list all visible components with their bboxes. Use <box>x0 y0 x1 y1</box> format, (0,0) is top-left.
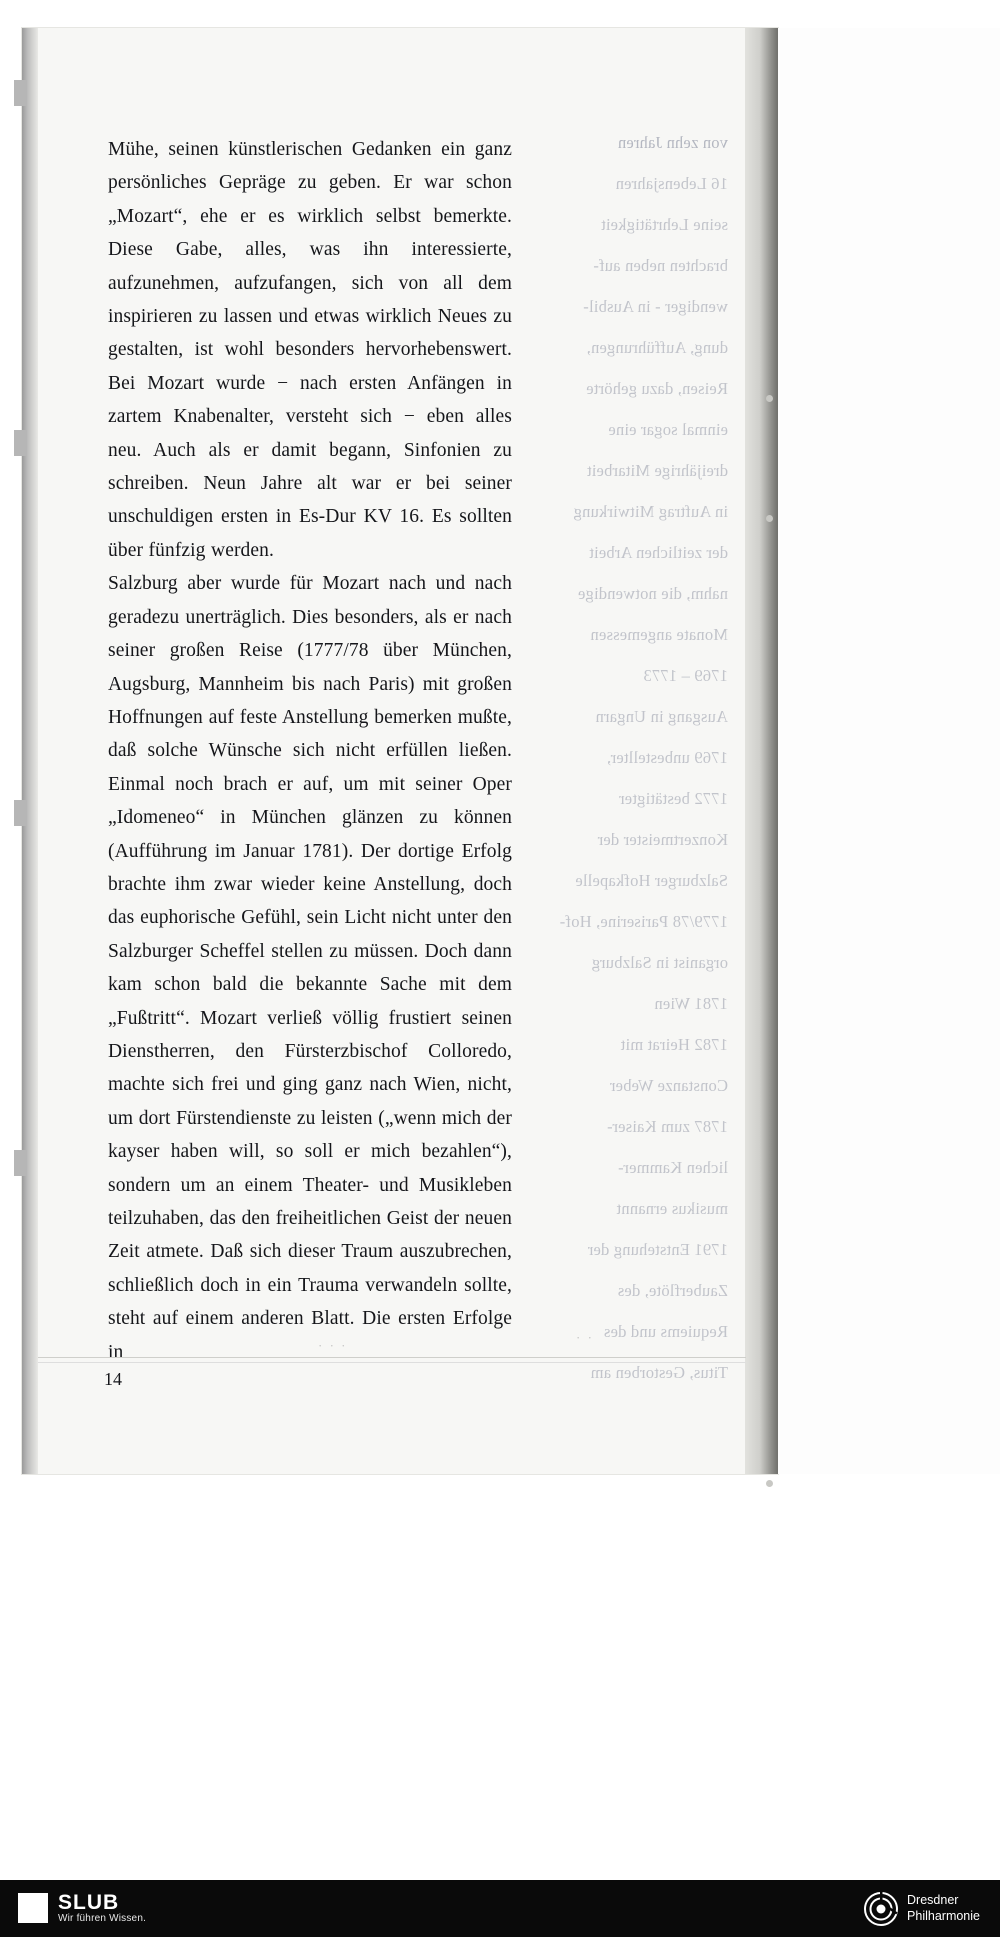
show-through-line: Monate angemessen <box>590 625 728 644</box>
sponsor-branding[interactable] <box>864 1892 980 1926</box>
show-through-line: Ausgang in Ungarn <box>595 707 728 726</box>
show-through-line: lichen Kammer- <box>617 1158 728 1177</box>
show-through-line: brachten neben auf- <box>593 256 728 275</box>
show-through-line: einmal sogar eine <box>608 420 728 439</box>
scan-right-margin <box>778 28 1000 1474</box>
show-through-line: 1769 unbestellter, <box>606 748 728 767</box>
show-through-line: 1779/78 Pariserine, Hof- <box>559 912 728 931</box>
viewer-bottom-bar <box>0 1880 1000 1937</box>
slub-square-logo-icon <box>18 1893 48 1923</box>
spine-mark <box>14 800 26 826</box>
spine-mark <box>14 430 26 456</box>
sponsor-name-line2: Philharmonie <box>907 1908 980 1923</box>
show-through-line: 16 Lebensjahren <box>615 174 728 193</box>
show-through-line: von zehn Jahren <box>617 133 728 152</box>
show-through-line: nahm, die notwendige <box>577 584 728 603</box>
book-spine-shadow <box>22 28 38 1474</box>
library-branding[interactable] <box>18 1892 146 1925</box>
scan-left-margin <box>0 0 22 1880</box>
page-smudge: · · · <box>318 1338 348 1353</box>
show-through-line: 1782 Heirat mit <box>620 1035 728 1054</box>
show-through-line: Salzburger Hofkapelle <box>575 871 728 890</box>
show-through-line: Requiems und des <box>603 1322 728 1341</box>
page-gutter <box>745 28 778 1474</box>
page-edge-mark <box>766 1480 773 1487</box>
page-smudge: · · <box>576 1330 594 1345</box>
show-through-line: 1791 Entstehung der <box>587 1240 728 1259</box>
show-through-line: dreijährige Mitarbeit <box>586 461 728 480</box>
show-through-line: Constanze Weber <box>609 1076 728 1095</box>
show-through-line: 1787 zum Kaiser- <box>606 1117 728 1136</box>
show-through-line: musikus ernannt <box>616 1199 728 1218</box>
show-through-line: 1781 Wien <box>654 994 728 1013</box>
show-through-line: der zeitlichen Arbeit <box>589 543 728 562</box>
library-tagline: Wir führen Wissen. <box>58 1913 147 1925</box>
page-edge-mark <box>766 395 773 402</box>
page-body-text <box>108 133 512 1369</box>
footer-rule <box>38 1357 746 1358</box>
show-through-line: Titus, Gestorben am <box>590 1363 728 1382</box>
paragraph: Mühe, seinen künstlerischen Gedanken ein ganz persönliches Gepräge zu geben. Er war schon „Mozart“, ehe er es wirklich selbst bemerkte. Diese Gabe, alles, was ihn interessierte, aufzunehmen, aufzufangen, sich von all dem inspirieren zu lassen und etwas wirklich Neues zu gestalten, ist wohl besonders hervorhebenswert. Bei Mozart wurde − nach ersten Anfängen in zartem Knabenalter, versteht sich − eben alles neu. Auch als er damit begann, Sinfonien zu schreiben. Neun Jahre alt war er bei seiner unschuldigen ersten in Es-Dur KV 16. Es sollten über fünfzig werden. <box>108 139 512 561</box>
footer-rule-secondary <box>38 1362 746 1363</box>
show-through-line: Zauberflöte, des <box>617 1281 728 1300</box>
page-number: 14 <box>104 1369 122 1389</box>
show-through-line: Reisen, dazu gehörte <box>586 379 728 398</box>
show-through-line: 1772 bestätigter <box>618 789 728 808</box>
dresdner-philharmonie-circle-logo-icon <box>864 1892 898 1926</box>
paragraph: Salzburg aber wurde für Mozart nach und nach geradezu unerträglich. Dies besonders, als er nach seiner großen Reise (1777/78 über München, Augsburg, Mannheim bis nach Paris) mit großen Hoffnungen auf feste Anstellung bemerken mußte, daß solche Wünsche sich nicht erfüllen ließen. Einmal noch brach er auf, um mit seiner Oper „Idomeneo“ in München glänzen zu können (Aufführung im Januar 1781). Der dortige Erfolg brachte ihm zwar wieder keine Anstellung, doch das euphorische Gefühl, sein Licht nicht unter den Salzburger Scheffel stellen zu müssen. Doch dann kam schon bald die bekannte Sache mit dem „Fußtritt“. Mozart verließ völlig frustiert seinen Dienstherren, den Fürsterzbischof Colloredo, machte sich frei und ging ganz nach Wien, nicht, um dort Fürstendienste zu leisten („wenn mich der kayser haben will, so soll er mich bezahlen“), sondern um an einem Theater- und Musikleben teilzuhaben, das den freiheitlichen Geist der neuen Zeit atmete. Daß sich dieser Traum auszubrechen, schließlich doch in ein Trauma verwandeln sollte, steht auf einem anderen Blatt. Die ersten Erfolge in <box>108 573 512 1363</box>
show-through-line: organist in Salzburg <box>591 953 728 972</box>
show-through-line: dung, Aufführungen, <box>586 338 728 357</box>
sponsor-name-line1: Dresdner <box>907 1892 959 1907</box>
library-name: SLUB <box>58 1891 120 1915</box>
page-edge-mark <box>766 515 773 522</box>
show-through-line: wendiger - in Ausbil- <box>583 297 728 316</box>
spine-mark <box>14 80 26 106</box>
show-through-line: in Auftrag Mitwirkung <box>573 502 728 521</box>
show-through-line: 1769 – 1773 <box>643 666 728 685</box>
show-through-line: seine Lehrtätigkeit <box>600 215 728 234</box>
spine-mark <box>14 1150 26 1176</box>
show-through-line: Konzertmeister der <box>597 830 728 849</box>
